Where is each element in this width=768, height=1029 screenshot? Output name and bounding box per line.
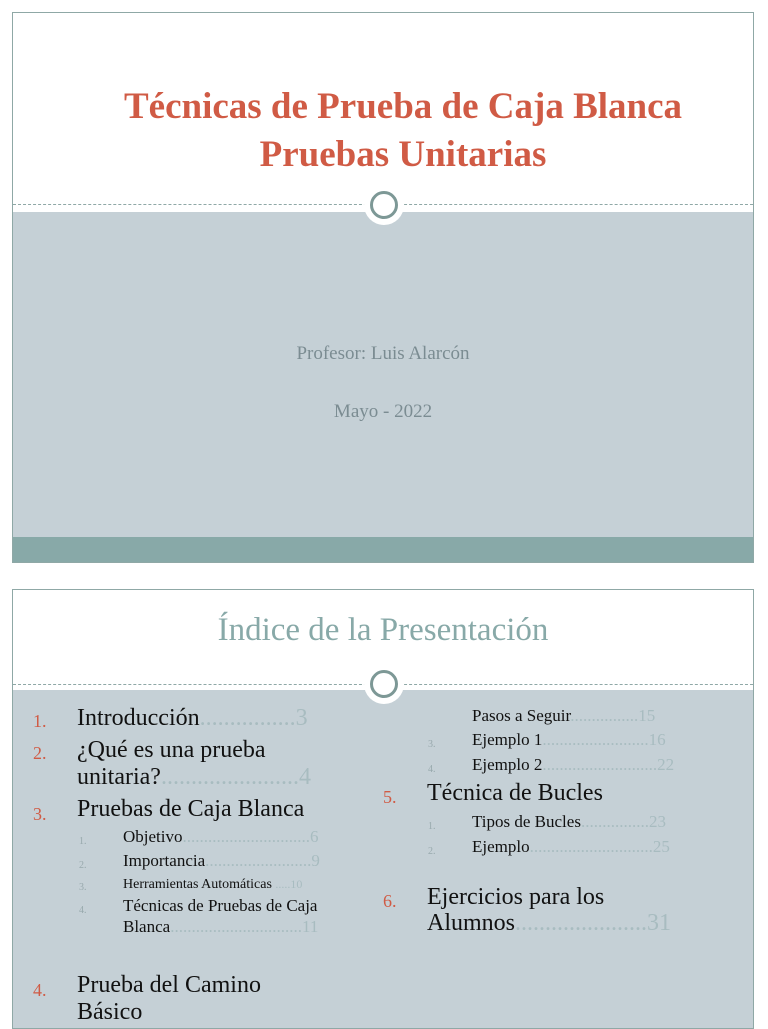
presentation-date: Mayo - 2022	[333, 401, 433, 422]
title-line-2: Pruebas Unitarias	[259, 134, 547, 175]
content-panel	[13, 212, 753, 537]
title-slide	[12, 12, 754, 563]
professor-name: Profesor: Luis Alarcón	[296, 343, 470, 364]
footer-band	[13, 537, 753, 563]
slide-title: Índice de la Presentación	[217, 612, 549, 648]
title-line-1: Técnicas de Prueba de Caja Blanca	[123, 86, 683, 127]
circle-ornament-icon	[364, 185, 404, 225]
slide-title	[53, 83, 753, 179]
circle-ornament-icon	[364, 664, 404, 704]
toc-subitem-pasos-a-seguir[interactable]: Pasos a Seguir................15	[472, 706, 656, 725]
index-slide: Índice de la Presentación 1. Introducción................3 2. ¿Qué es una prueba unitaria?.......................4 3. Pruebas de Caja Blanca 1. Objetivo..............................6 2. Importancia.........................9 3. Herramientas Automáticas .....10 4. Técnicas de Pruebas de Caja Blanca...............................11 4. Prueba del Camino Básico Pasos a Seguir................15 3. Ejemplo 1.........................16 4. Ejemplo 2...........................22 5. Técnica de Bucles 1. Tipos de Bucles................23 2. Ejemplo.............................25 6. Ejercicios para los Alumnos......................31	[12, 589, 754, 1029]
